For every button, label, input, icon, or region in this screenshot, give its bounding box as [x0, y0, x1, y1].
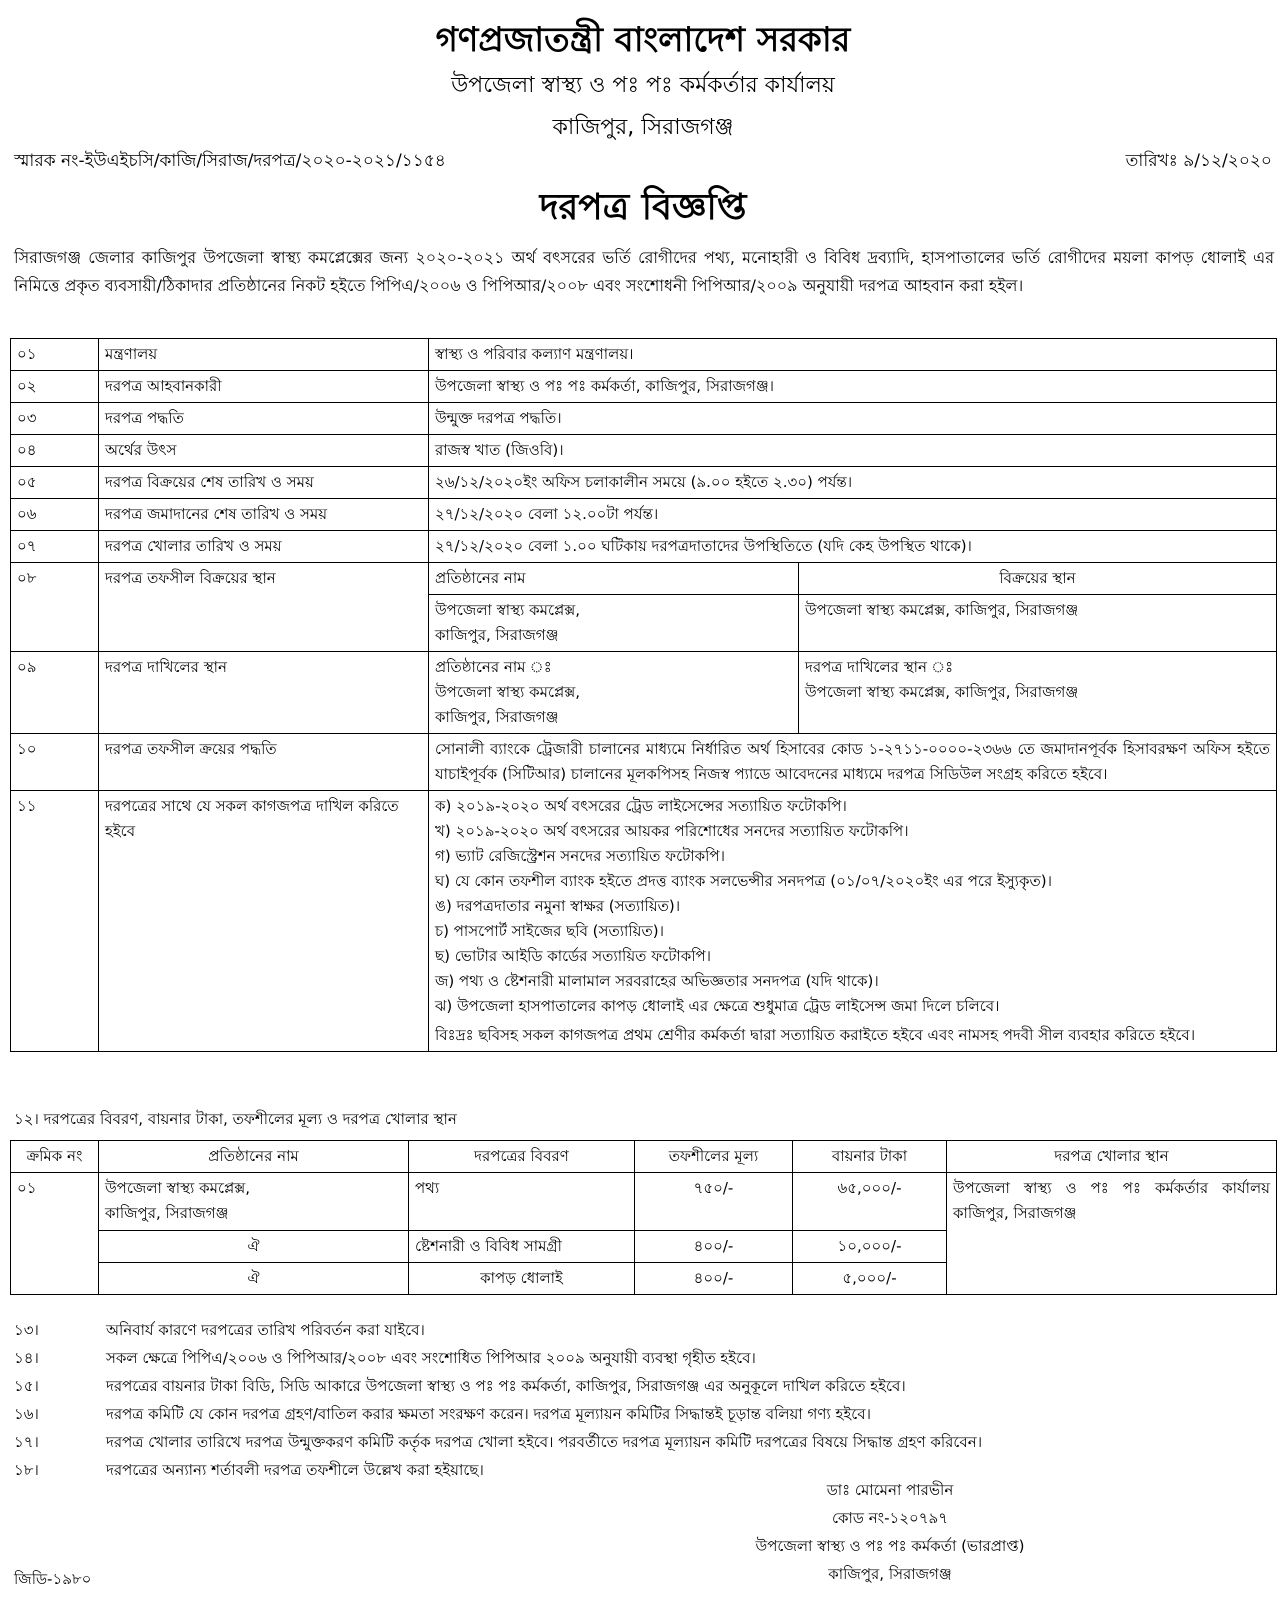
schedule-price-cell: ৪০০/-: [635, 1231, 793, 1263]
table-row: [11, 1173, 1277, 1231]
schedule-price-cell: ৪০০/-: [635, 1263, 793, 1295]
description-cell: পথ্য: [409, 1173, 635, 1231]
row-label: দরপত্র তফসীল ক্রয়ের পদ্ধতি: [99, 734, 429, 791]
term-text: দরপত্রের অন্যান্য শর্তাবলী দরপত্র তফশীলে উল্লেখ করা হইয়াছে।: [106, 1461, 484, 1479]
col-header-serial: ক্রমিক নং: [11, 1141, 99, 1173]
row-number: ০৩: [11, 403, 99, 435]
table-row: [11, 339, 1277, 371]
col-header-org: প্রতিষ্ঠানের নাম: [429, 563, 799, 595]
description-cell: কাপড় ধোলাই: [409, 1263, 635, 1295]
row-value: উপজেলা স্বাস্থ্য ও পঃ পঃ কর্মকর্তা, কাজিপুর, সিরাজগঞ্জ।: [429, 371, 1277, 403]
term-text: সকল ক্ষেত্রে পিপিএ/২০০৬ ও পিপিআর/২০০৮ এবং সংশোধিত পিপিআর ২০০৯ অনুযায়ী ব্যবস্থা গৃহীত হইবে।: [106, 1349, 756, 1367]
row-number: ০৯: [11, 652, 99, 734]
term-number: ১৫।: [14, 1377, 39, 1395]
table-row: [11, 563, 1277, 595]
row-value: উন্মুক্ত দরপত্র পদ্ধতি।: [429, 403, 1277, 435]
row-number: ১০: [11, 734, 99, 791]
col-header-opening-place: দরপত্র খোলার স্থান: [947, 1141, 1277, 1173]
documents-note: বিঃদ্রঃ ছবিসহ সকল কাগজপত্র প্রথম শ্রেণীর কর্মকর্তা দ্বারা সত্যায়িত করাইতে হইবে এবং নামসহ পদবী সীল ব্যবহার করিতে হইবে।: [435, 1026, 1196, 1044]
memo-number: স্মারক নং-ইউএইচসি/কাজি/সিরাজ/দরপত্র/২০২০-২০২১/১১৫৪: [14, 151, 446, 171]
row-value: ২৭/১২/২০২০ বেলা ১২.০০টা পর্যন্ত।: [429, 499, 1277, 531]
intro-paragraph: সিরাজগঞ্জ জেলার কাজিপুর উপজেলা স্বাস্থ্য কমপ্লেক্সের জন্য ২০২০-২০২১ অর্থ বৎসরের ভর্তি রোগীদের পথ্য, মনোহারী ও বিবিধ দ্রব্যাদি, হাসপাতালের ভর্তি রোগীদের ময়লা কাপড় ধোলাই এর নিমিত্তে প্রকৃত ব্যবসায়ী/ঠিকাদার প্রতিষ্ঠানের নিকট হইতে পিপিএ/২০০৬ ও পিপিআর/২০০৮ এবং সংশোধনী পিপিআর/২০০৯ অনুযায়ী দরপত্র আহবান করা হইল।: [14, 248, 1274, 295]
list-item: গ) ভ্যাট রেজিস্ট্রেশন সনদের সত্যায়িত ফটোকপি।: [435, 847, 725, 865]
list-item: জ) পথ্য ও ষ্টেশনারী মালামাল সরবরাহের অভিজ্ঞতার সনদপত্র (যদি থাকে)।: [435, 972, 879, 990]
table-row: [11, 467, 1277, 499]
row-number: ০৫: [11, 467, 99, 499]
list-item: ঘ) যে কোন তফশীল ব্যাংক হইতে প্রদত্ত ব্যাংক সলভেন্সীর সনদপত্র (০১/০৭/২০২০ইং এর পরে ইস্যুকৃত)।: [435, 872, 1052, 890]
row-label: অর্থের উৎস: [99, 435, 429, 467]
required-documents-list: [429, 791, 1277, 1052]
org-name-cell: [99, 1173, 409, 1231]
earnest-money-cell: ১০,০০০/-: [793, 1231, 947, 1263]
term-text: দরপত্র কমিটি যে কোন দরপত্র গ্রহণ/বাতিল করার ক্ষমতা সংরক্ষণ করেন। দরপত্র মূল্যায়ন কমিটির সিদ্ধান্তই চূড়ান্ত বলিয়া গণ্য হইবে।: [106, 1405, 871, 1423]
org-name-line: উপজেলা স্বাস্থ্য কমপ্লেক্স,: [435, 683, 581, 701]
org-name-line: কাজিপুর, সিরাজগঞ্জ: [105, 1204, 229, 1222]
submission-org-heading: প্রতিষ্ঠানের নাম ঃ: [435, 658, 552, 676]
table-row: [11, 531, 1277, 563]
col-header-sale-place: বিক্রয়ের স্থান: [799, 563, 1277, 595]
table-row: [11, 791, 1277, 1052]
list-item: [14, 1372, 1274, 1400]
row-label: মন্ত্রণালয়: [99, 339, 429, 371]
row-value: ২৬/১২/২০২০ইং অফিস চলাকালীন সময়ে (৯.০০ হইতে ২.৩০) পর্যন্ত।: [429, 467, 1277, 499]
row-label: দরপত্র পদ্ধতি: [99, 403, 429, 435]
table-row: [11, 734, 1277, 791]
notice-date: তারিখঃ ৯/১২/২০২০: [1125, 151, 1272, 171]
row-label: দরপত্র আহবানকারী: [99, 371, 429, 403]
org-name-line: কাজিপুর, সিরাজগঞ্জ: [435, 708, 559, 726]
submission-place-cell: [799, 652, 1277, 734]
term-number: ১৬।: [14, 1405, 39, 1423]
list-item: [14, 1316, 1274, 1344]
list-item: ঙ) দরপত্রদাতার নমুনা স্বাক্ষর (সত্যায়িত)।: [435, 897, 681, 915]
sale-place-cell: উপজেলা স্বাস্থ্য কমপ্লেক্স, কাজিপুর, সিরাজগঞ্জ: [799, 595, 1277, 652]
ditto-cell: ঐ: [99, 1231, 409, 1263]
row-number: ০৮: [11, 563, 99, 652]
signatory-code: কোড নং-১২০৭৯৭: [831, 1509, 949, 1527]
col-header-earnest-money: বায়নার টাকা: [793, 1141, 947, 1173]
row-value: ২৭/১২/২০২০ বেলা ১.০০ ঘটিকায় দরপত্রদাতাদের উপস্থিতিতে (যদি কেহ উপস্থিত থাকে)।: [429, 531, 1277, 563]
purchase-method-value: সোনালী ব্যাংকে ট্রেজারী চালানের মাধ্যমে নির্ধারিত অর্থ হিসাবের কোড ১-২৭১১-০০০০-২৩৬৬ তে জমাদানপূর্বক হিসাবরক্ষণ অফিস হইতে যাচাইপূর্বক (সিটিআর) চালানের মূলকপিসহ নিজস্ব প্যাডে আবেদনের মাধ্যমে দরপত্র সিডিউল সংগ্রহ করিতে হইবে।: [429, 734, 1277, 791]
table-row: [11, 652, 1277, 734]
list-item: ছ) ভোটার আইডি কার্ডের সত্যায়িত ফটোকপি।: [435, 947, 712, 965]
row-value: স্বাস্থ্য ও পরিবার কল্যাণ মন্ত্রণালয়।: [429, 339, 1277, 371]
signatory-name: ডাঃ মোমেনা পারভীন: [826, 1481, 954, 1499]
list-item: ঝ) উপজেলা হাসপাতালের কাপড় ধোলাই এর ক্ষেত্রে শুধুমাত্র ট্রেড লাইসেন্স জমা দিলে চলিবে।: [435, 997, 1000, 1015]
list-item: খ) ২০১৯-২০২০ অর্থ বৎসরের আয়কর পরিশোধের সনদের সত্যায়িত ফটোকপি।: [435, 822, 909, 840]
term-number: ১৩।: [14, 1321, 39, 1339]
row-number: ০৬: [11, 499, 99, 531]
term-number: ১৭।: [14, 1433, 39, 1451]
list-item: [14, 1400, 1274, 1428]
org-name-line: উপজেলা স্বাস্থ্য কমপ্লেক্স,: [435, 601, 581, 619]
org-name-line: উপজেলা স্বাস্থ্য কমপ্লেক্স,: [105, 1179, 251, 1197]
row-number: ০৭: [11, 531, 99, 563]
earnest-money-cell: ৬৫,০০০/-: [793, 1173, 947, 1231]
table-row: [11, 435, 1277, 467]
tender-info-table: [10, 338, 1277, 1052]
row-number: ০৪: [11, 435, 99, 467]
row-label: দরপত্র বিক্রয়ের শেষ তারিখ ও সময়: [99, 467, 429, 499]
serial-cell: ০১: [11, 1173, 99, 1295]
signatory-designation: উপজেলা স্বাস্থ্য ও পঃ পঃ কর্মকর্তা (ভারপ্রাপ্ত): [755, 1537, 1025, 1555]
term-text: অনিবার্য কারণে দরপত্রের তারিখ পরিবর্তন করা যাইবে।: [106, 1321, 425, 1339]
govt-title: গণপ্রজাতন্ত্রী বাংলাদেশ সরকার: [435, 20, 851, 60]
term-text: দরপত্রের বায়নার টাকা বিডি, সিডি আকারে উপজেলা স্বাস্থ্য ও পঃ পঃ কর্মকর্তা, কাজিপুর, সিরাজগঞ্জ এর অনুকূলে দাখিল করিতে হইবে।: [106, 1377, 906, 1395]
submission-place-heading: দরপত্র দাখিলের স্থান ঃ: [805, 658, 954, 676]
org-name-cell: [429, 595, 799, 652]
office-name: উপজেলা স্বাস্থ্য ও পঃ পঃ কর্মকর্তার কার্যালয়: [451, 73, 835, 98]
list-item: [14, 1344, 1274, 1372]
tender-details-table: [10, 1140, 1277, 1295]
signature-block: [700, 1476, 1080, 1588]
signatory-place: কাজিপুর, সিরাজগঞ্জ: [828, 1565, 952, 1583]
list-item: [14, 1428, 1274, 1456]
col-header-schedule-price: তফশীলের মূল্য: [635, 1141, 793, 1173]
list-item: চ) পাসপোর্ট সাইজের ছবি (সত্যায়িত)।: [435, 922, 664, 940]
earnest-money-cell: ৫,০০০/-: [793, 1263, 947, 1295]
row-label: দরপত্র খোলার তারিখ ও সময়: [99, 531, 429, 563]
col-header-org: প্রতিষ্ঠানের নাম: [99, 1141, 409, 1173]
row-number: ০২: [11, 371, 99, 403]
table-header-row: [11, 1141, 1277, 1173]
terms-list: [14, 1316, 1274, 1484]
tender-details-heading: ১২। দরপত্রের বিবরণ, বায়নার টাকা, তফশীলের মূল্য ও দরপত্র খোলার স্থান: [14, 1110, 457, 1128]
list-item: ক) ২০১৯-২০২০ অর্থ বৎসরের ট্রেড লাইসেন্সের সত্যায়িত ফটোকপি।: [435, 797, 847, 815]
table-row: [11, 499, 1277, 531]
row-value: রাজস্ব খাত (জিওবি)।: [429, 435, 1277, 467]
term-text: দরপত্র খোলার তারিখে দরপত্র উন্মুক্তকরণ কমিটি কর্তৃক দরপত্র খোলা হইবে। পরবর্তীতে দরপত্র মূল্যায়ন কমিটি দরপত্রের বিষয়ে সিদ্ধান্ত গ্রহণ করিবেন।: [106, 1433, 983, 1451]
org-name-line: কাজিপুর, সিরাজগঞ্জ: [435, 626, 559, 644]
row-label: দরপত্র জমাদানের শেষ তারিখ ও সময়: [99, 499, 429, 531]
description-cell: ষ্টেশনারী ও বিবিধ সামগ্রী: [409, 1231, 635, 1263]
ditto-cell: ঐ: [99, 1263, 409, 1295]
col-header-description: দরপত্রের বিবরণ: [409, 1141, 635, 1173]
row-label: দরপত্রের সাথে যে সকল কাগজপত্র দাখিল করিতে হইবে: [99, 791, 429, 1052]
submission-org-cell: [429, 652, 799, 734]
row-label: দরপত্র দাখিলের স্থান: [99, 652, 429, 734]
schedule-price-cell: ৭৫০/-: [635, 1173, 793, 1231]
term-number: ১৮।: [14, 1461, 39, 1479]
table-row: [11, 403, 1277, 435]
table-row: [11, 371, 1277, 403]
opening-place-cell: উপজেলা স্বাস্থ্য ও পঃ পঃ কর্মকর্তার কার্যালয় কাজিপুর, সিরাজগঞ্জ: [947, 1173, 1277, 1295]
list-item: [14, 1456, 1274, 1484]
page-title: দরপত্র বিজ্ঞপ্তি: [539, 187, 747, 228]
row-label: দরপত্র তফসীল বিক্রয়ের স্থান: [99, 563, 429, 652]
row-number: ১১: [11, 791, 99, 1052]
term-number: ১৪।: [14, 1349, 39, 1367]
row-number: ০১: [11, 339, 99, 371]
submission-place-value: উপজেলা স্বাস্থ্য কমপ্লেক্স, কাজিপুর, সিরাজগঞ্জ: [805, 683, 1079, 701]
office-location: কাজিপুর, সিরাজগঞ্জ: [552, 115, 734, 140]
gd-number: জিডি-১৯৮০: [14, 1570, 92, 1588]
